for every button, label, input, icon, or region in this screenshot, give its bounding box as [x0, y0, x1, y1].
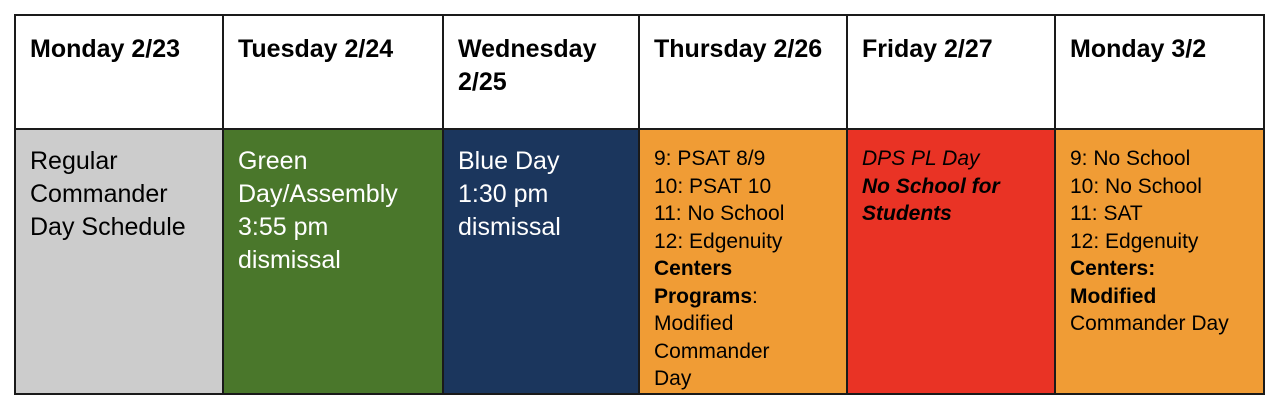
schedule-row [15, 129, 1264, 394]
cell-thursday-2-26 [639, 129, 847, 394]
header-monday-2-23: Monday 2/23 [15, 15, 223, 129]
pl-day-line: DPS PL Day [862, 147, 980, 170]
grade-12-line: 12: Edgenuity [654, 229, 783, 253]
schedule-table [14, 14, 1265, 395]
centers-label: Centers Programs [654, 257, 753, 308]
header-monday-3-2: Monday 3/2 [1055, 15, 1264, 129]
centers-block [654, 255, 794, 310]
header-thursday-2-26: Thursday 2/26 [639, 15, 847, 129]
cell-text: Blue Day 1:30 pm dismissal [458, 147, 561, 241]
cell-text: Regular Commander Day Schedule [30, 147, 186, 241]
cell-friday-2-27 [847, 129, 1055, 394]
header-wednesday-2-25: Wednesday 2/25 [443, 15, 639, 129]
grade-11-line: 11: No School [654, 202, 785, 225]
grade-11-line: 11: SAT [1070, 202, 1143, 225]
centers-text: Commander Day [1070, 312, 1229, 335]
header-row [15, 15, 1264, 129]
cell-tuesday-2-24 [223, 129, 443, 394]
grade-10-line: 10: PSAT 10 [654, 174, 772, 198]
header-tuesday-2-24: Tuesday 2/24 [223, 15, 443, 129]
cell-wednesday-2-25 [443, 129, 639, 394]
grade-12-line: 12: Edgenuity [1070, 229, 1199, 253]
grade-9-line: 9: PSAT 8/9 [654, 147, 766, 170]
centers-label: Centers: Modified [1070, 257, 1157, 308]
cell-text: Green Day/Assembly 3:55 pm dismissal [238, 147, 398, 274]
centers-colon: : [752, 284, 758, 308]
centers-text: Modified Commander Day [654, 312, 770, 390]
header-friday-2-27: Friday 2/27 [847, 15, 1055, 129]
no-school-line: No School for Students [862, 174, 1000, 225]
grade-10-line: 10: No School [1070, 174, 1202, 198]
cell-monday-2-23 [15, 129, 223, 394]
cell-monday-3-2 [1055, 129, 1264, 394]
grade-9-line: 9: No School [1070, 147, 1191, 170]
